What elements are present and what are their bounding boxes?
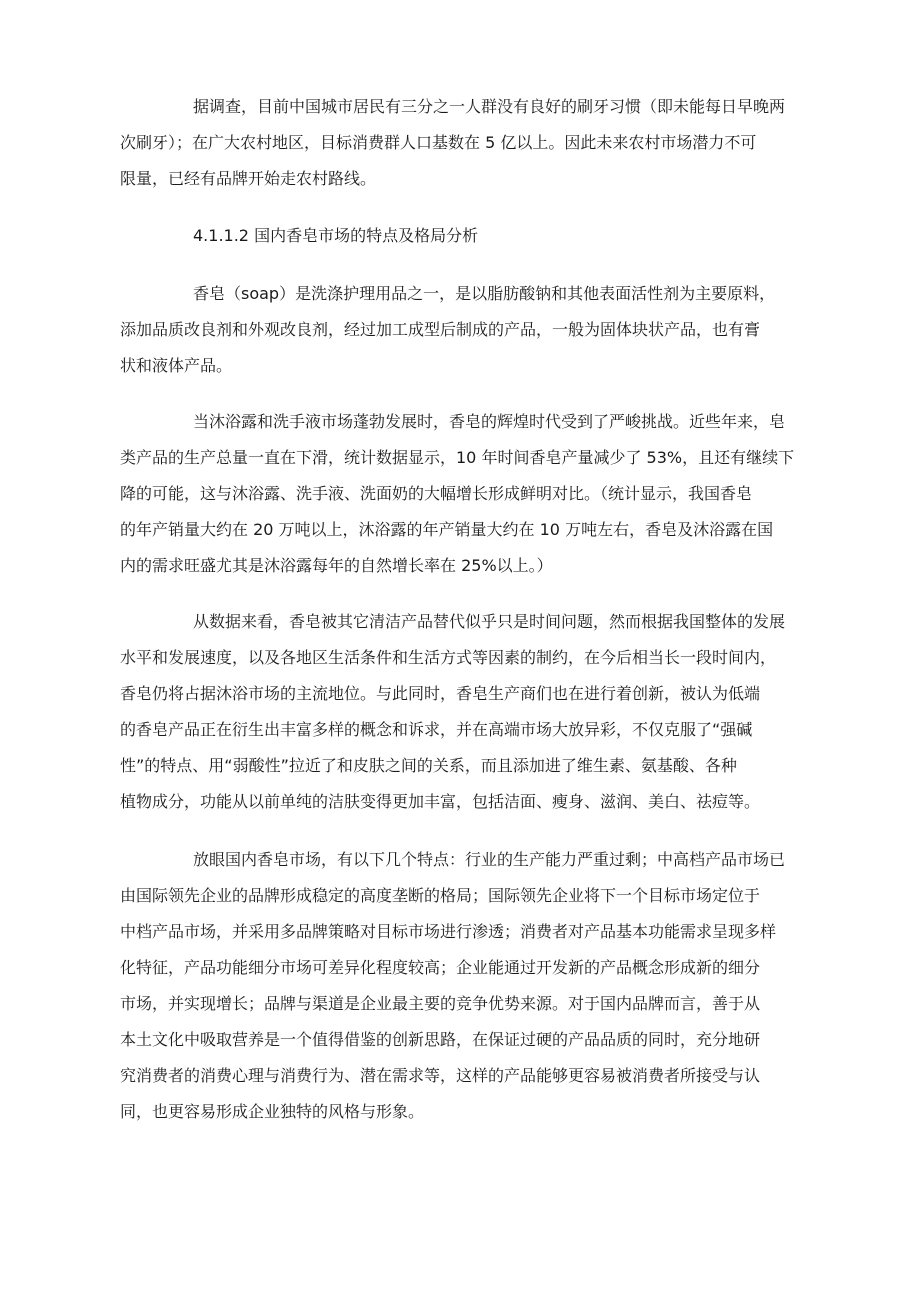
paragraph-4-line-3: 香皂仍将占据沐浴市场的主流地位。与此同时，香皂生产商们也在进行着创新，被认为低端	[120, 684, 761, 703]
paragraph-3-line-4: 的年产销量大约在 20 万吨以上，沐浴露的年产销量大约在 10 万吨左右，香皂及沐浴露在国	[120, 520, 774, 539]
paragraph-3-line-2: 类产品的生产总量一直在下滑，统计数据显示，10 年时间香皂产量减少了 53%，且还有继续下	[120, 448, 795, 467]
paragraph-1-line-3: 限量，已经有品牌开始走农村路线。	[120, 169, 377, 188]
paragraph-5-line-1: 放眼国内香皂市场，有以下几个特点：行业的生产能力严重过剩；中高档产品市场已	[193, 850, 786, 869]
paragraph-4-line-2: 水平和发展速度，以及各地区生活条件和生活方式等因素的制约，在今后相当长一段时间内，	[120, 648, 777, 667]
paragraph-5-line-2: 由国际领先企业的品牌形成稳定的高度垄断的格局；国际领先企业将下一个目标市场定位于	[120, 886, 761, 905]
paragraph-4-line-4: 的香皂产品正在衍生出丰富多样的概念和诉求，并在高端市场大放异彩，不仅克服了“强碱	[120, 720, 753, 739]
paragraph-3-line-5: 内的需求旺盛尤其是沐浴露每年的自然增长率在 25%以上。）	[120, 556, 553, 575]
paragraph-2-line-2: 添加品质改良剂和外观改良剂，经过加工成型后制成的产品，一般为固体块状产品，也有膏	[120, 320, 761, 339]
paragraph-5-line-4: 化特征，产品功能细分市场可差异化程度较高；企业能通过开发新的产品概念形成新的细分	[120, 958, 761, 977]
paragraph-4-line-6: 植物成分，功能从以前单纯的洁肤变得更加丰富，包括洁面、瘦身、滋润、美白、祛痘等。	[120, 792, 761, 811]
paragraph-2-line-3: 状和液体产品。	[120, 356, 233, 375]
paragraph-4-line-1: 从数据来看，香皂被其它清洁产品替代似乎只是时间问题，然而根据我国整体的发展	[193, 612, 786, 631]
paragraph-5-line-6: 本土文化中吸取营养是一个值得借鉴的创新思路，在保证过硬的产品品质的同时，充分地研	[120, 1030, 761, 1049]
section-heading: 4.1.1.2 国内香皂市场的特点及格局分析	[193, 226, 479, 245]
paragraph-4-line-5: 性”的特点、用“弱酸性”拉近了和皮肤之间的关系，而且添加进了维生素、氨基酸、各种	[120, 756, 737, 775]
paragraph-2-line-1: 香皂（soap）是洗涤护理用品之一，是以脂肪酸钠和其他表面活性剂为主要原料，	[193, 284, 776, 303]
paragraph-5-line-7: 究消费者的消费心理与消费行为、潜在需求等，这样的产品能够更容易被消费者所接受与认	[120, 1066, 761, 1085]
paragraph-5-line-3: 中档产品市场，并采用多品牌策略对目标市场进行渗透；消费者对产品基本功能需求呈现多样	[120, 922, 777, 941]
paragraph-1-line-1: 据调查，目前中国城市居民有三分之一人群没有良好的刷牙习惯（即未能每日早晚两	[193, 97, 786, 116]
paragraph-3-line-3: 降的可能，这与沐浴露、洗手液、洗面奶的大幅增长形成鲜明对比。（统计显示，我国香皂	[120, 484, 753, 503]
paragraph-5-line-8: 同，也更容易形成企业独特的风格与形象。	[120, 1102, 425, 1121]
paragraph-1-line-2: 次刷牙）；在广大农村地区，目标消费群人口基数在 5 亿以上。因此未来农村市场潜力不可	[120, 133, 757, 152]
paragraph-5-line-5: 市场，并实现增长；品牌与渠道是企业最主要的竞争优势来源。对于国内品牌而言，善于从	[120, 994, 761, 1013]
paragraph-3-line-1: 当沐浴露和洗手液市场蓬勃发展时，香皂的辉煌时代受到了严峻挑战。近些年来，皂	[193, 412, 786, 431]
